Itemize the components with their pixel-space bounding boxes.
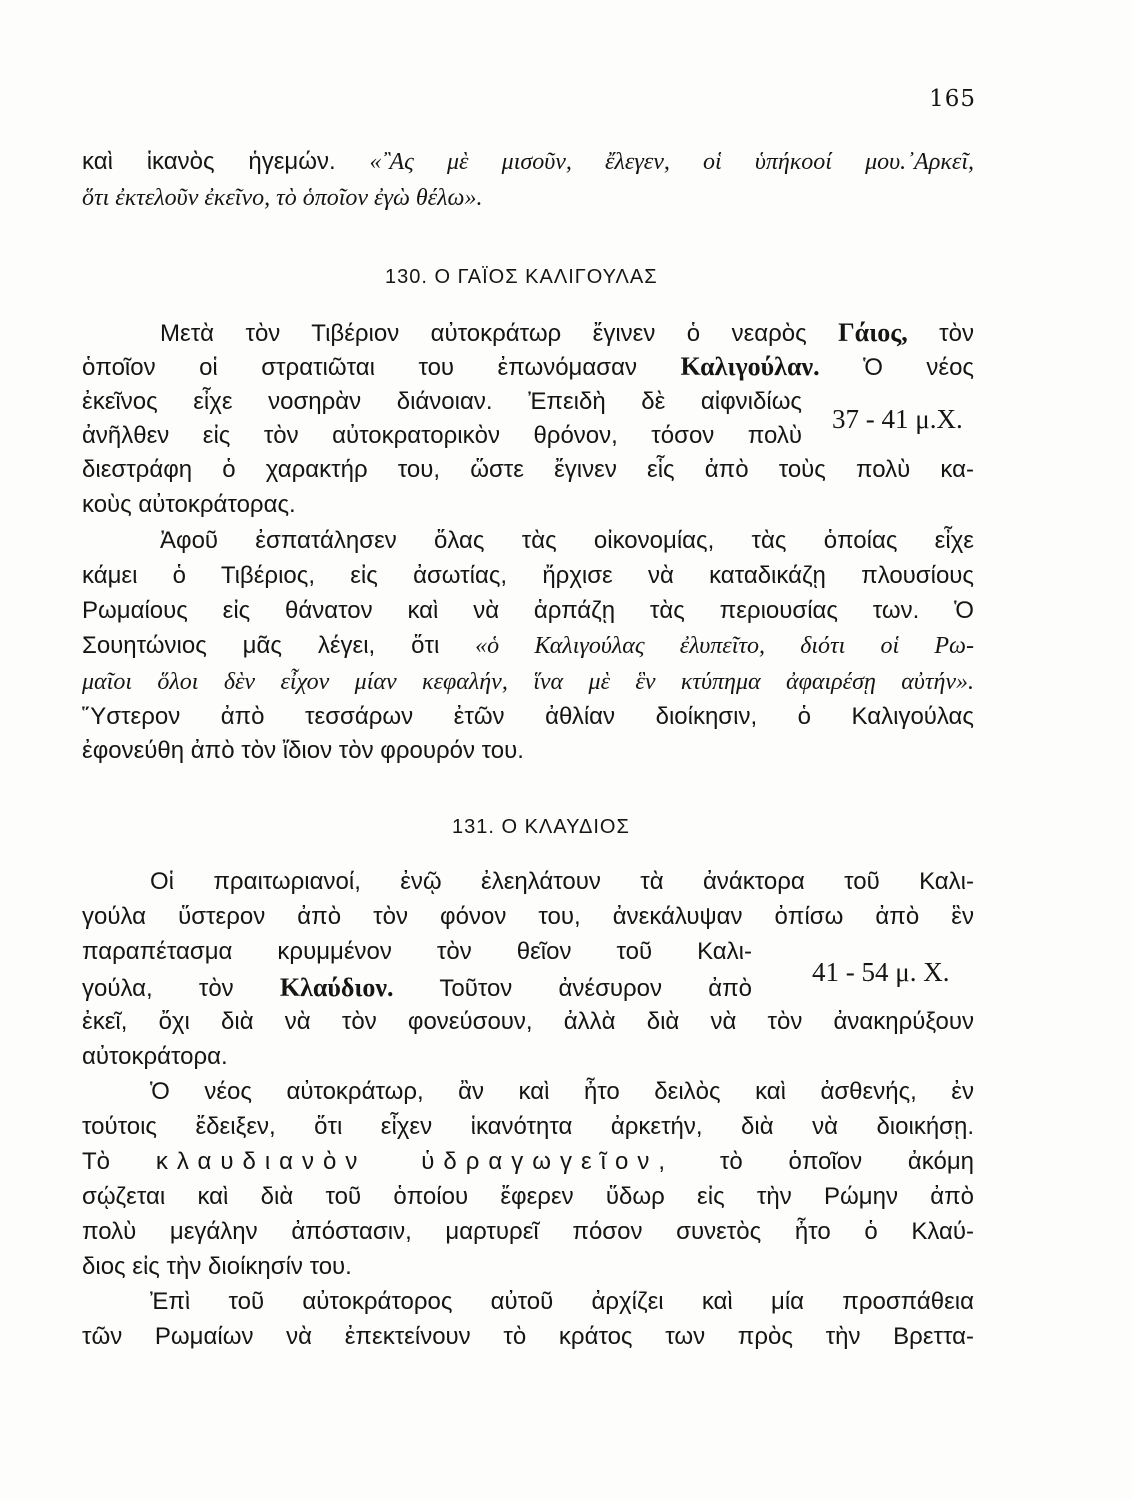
s130-p1-l2-text: ὁποῖον οἱ στρατιῶται του ἐπωνόμασαν: [82, 354, 681, 381]
s131-p1-line-4: [82, 973, 752, 1003]
s131-p2-line-5: πολὺ μεγάλην ἀπόστασιν, μαρτυρεῖ πόσον συνετὸς ἦτο ὁ Κλαύ-: [82, 1218, 974, 1245]
name-gaius: Γάιος,: [838, 318, 908, 347]
s130-p1-line-4: ἀνῆλθεν εἰς τὸν αὐτοκρατορικὸν θρόνον, τόσον πολὺ: [82, 422, 802, 449]
suetonius-quote-2: μαῖοι ὅλοι δὲν εἶχον μίαν κεφαλήν, ἵνα μὲ ἓν κτύπημα ἀφαιρέσῃ αὐτήν».: [82, 669, 974, 695]
opening-quote-1: «῍Ας μὲ μισοῦν, ἔλεγεν, οἱ ὑπήκοοί μου.᾽Αρκεῖ,: [369, 149, 975, 175]
s131-p2-line-1: Ὁ νέος αὐτοκράτωρ, ἂν καὶ ἦτο δειλὸς καὶ ἀσθενής, ἐν: [150, 1078, 974, 1105]
s130-p2-line-1: Ἀφοῦ ἐσπατάλησεν ὅλας τὰς οἰκονομίας, τὰς ὁποίας εἶχε: [160, 527, 974, 554]
section-130-heading: 130. Ο ΓΑΪΟΣ ΚΑΛΙΓΟΥΛΑΣ: [385, 266, 658, 288]
claudian-aqueduct: κλαυδιανὸν ὑδραγωγεῖον,: [155, 1148, 675, 1175]
s131-p2-l3-post: τὸ ὁποῖον ἀκόμη: [674, 1148, 975, 1175]
s131-p3-line-1: Ἐπὶ τοῦ αὐτοκράτορος αὐτοῦ ἀρχίζει καὶ μία προσπάθεια: [150, 1288, 974, 1315]
s130-p2-line-3: Ρωμαίους εἰς θάνατον καὶ νὰ ἁρπάζῃ τὰς περιουσίας των. Ὁ: [82, 597, 974, 624]
name-claudius: Κλαύδιον.: [279, 973, 394, 1002]
s130-p2-line-5: [82, 668, 974, 696]
s130-p1-line-6: κοὺς αὐτοκράτορας.: [82, 491, 296, 518]
s130-p1-line-5: διεστράφη ὁ χαρακτήρ του, ὥστε ἔγινεν εἷς ἀπὸ τοὺς πολὺ κα-: [82, 456, 974, 483]
s131-p2-line-2: τούτοις ἔδειξεν, ὅτι εἶχεν ἱκανότητα ἀρκετήν, διὰ νὰ διοικήσῃ.: [82, 1113, 974, 1140]
opening-quote-2: ὅτι ἐκτελοῦν ἐκεῖνο, τὸ ὁποῖον ἐγὼ θέλω».: [82, 185, 483, 211]
s130-p2-line-6: Ὕστερον ἀπὸ τεσσάρων ἐτῶν ἀθλίαν διοίκησιν, ὁ Καλιγούλας: [82, 703, 974, 730]
s130-p1-line-3: ἐκεῖνος εἶχε νοσηρὰν διάνοιαν. Ἐπειδὴ δὲ αἰφνιδίως: [82, 388, 802, 415]
s130-p2-line-7: ἐφονεύθη ἀπὸ τὸν ἴδιον τὸν φρουρόν του.: [82, 737, 524, 764]
s131-p2-l3-text: Τὸ: [82, 1148, 156, 1175]
s131-p2-line-3: [82, 1148, 974, 1176]
s131-p1-line-5: ἐκεῖ, ὄχι διὰ νὰ τὸν φονεύσουν, ἀλλὰ διὰ νὰ τὸν ἀνακηρύξουν: [82, 1008, 974, 1035]
opening-line-1: [82, 148, 974, 176]
s131-p2-line-4: σῴζεται καὶ διὰ τοῦ ὁποίου ἔφερεν ὕδωρ εἰς τὴν Ρώμην ἀπὸ: [82, 1183, 974, 1210]
name-caligula: Καλιγούλαν.: [680, 352, 820, 381]
s131-p3-line-2: τῶν Ρωμαίων νὰ ἐπεκτείνουν τὸ κράτος των πρὸς τὴν Βρεττα-: [82, 1323, 974, 1350]
opening-line-1-text: καὶ ἱκανὸς ἡγεμών.: [82, 148, 370, 175]
s130-p1-l2-post: Ὁ νέος: [819, 354, 975, 381]
s130-p1-line-2: [82, 352, 974, 382]
s130-p2-line-4: [82, 632, 974, 660]
s130-date-range: 37 - 41 μ.Χ.: [832, 404, 963, 434]
s131-p2-line-6: διος εἰς τὴν διοίκησίν του.: [82, 1253, 352, 1280]
s130-p1-l1-text: Μετὰ τὸν Τιβέριον αὐτοκράτωρ ἔγινεν ὁ νεαρὸς: [160, 320, 839, 347]
s131-p1-line-1: Οἱ πραιτωριανοί, ἐνῷ ἐλεηλάτουν τὰ ἀνάκτορα τοῦ Καλι-: [150, 868, 974, 895]
page-number: 165: [929, 86, 976, 112]
opening-line-2: [82, 184, 974, 212]
s130-p2-line-2: κάμει ὁ Τιβέριος, εἰς ἀσωτίας, ἤρχισε νὰ καταδικάζῃ πλουσίους: [82, 562, 974, 589]
s131-p1-line-6: αὐτοκράτορα.: [82, 1043, 228, 1070]
s130-p1-line-1: [160, 318, 974, 348]
suetonius-quote-1: «ὁ Καλιγούλας ἐλυπεῖτο, διότι οἱ Ρω-: [475, 633, 974, 659]
s130-p1-l1-post: τὸν: [907, 320, 974, 347]
s131-p1-line-2: γούλα ὕστερον ἀπὸ τὸν φόνον του, ἀνεκάλυψαν ὀπίσω ἀπὸ ἓν: [82, 903, 974, 930]
section-131-heading: 131. Ο ΚΛΑΥΔΙΟΣ: [452, 816, 630, 838]
s131-p1-l4-post: Τοῦτον ἀνέσυρον ἀπὸ: [393, 975, 752, 1002]
s131-p1-line-3: παραπέτασμα κρυμμένον τὸν θεῖον τοῦ Καλι-: [82, 938, 752, 965]
s131-date-range: 41 - 54 μ. Χ.: [812, 957, 950, 987]
s130-p2-l4-text: Σουητώνιος μᾶς λέγει, ὅτι: [82, 632, 476, 659]
s131-p1-l4-text: γούλα, τὸν: [82, 975, 280, 1002]
